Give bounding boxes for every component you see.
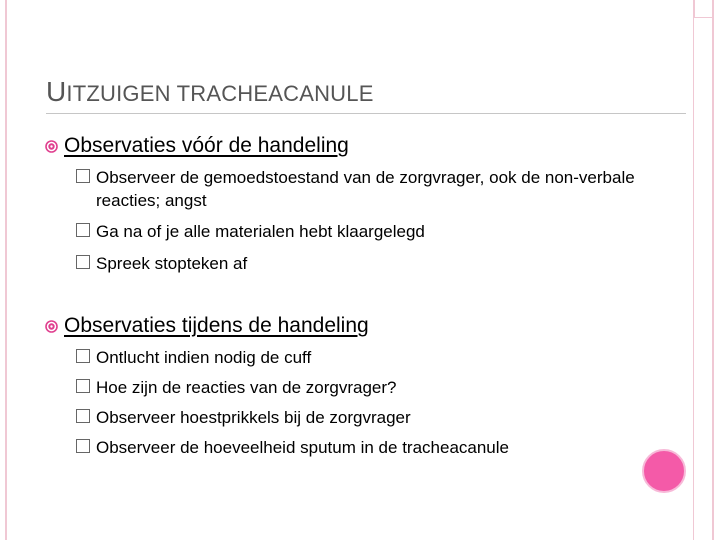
list-item: [76, 406, 636, 429]
pink-circle-decoration: [642, 449, 686, 493]
list-item: [76, 252, 636, 275]
empty-square-bullet-icon: [76, 439, 90, 453]
right-frame-line: [712, 0, 714, 540]
list-item: [76, 220, 636, 243]
slide-title-rest: ITZUIGEN TRACHEACANULE: [66, 81, 374, 106]
pink-circle-bullet-icon: [43, 138, 60, 155]
list-item: [76, 346, 636, 369]
empty-square-bullet-icon: [76, 379, 90, 393]
right-frame-line-inner: [693, 0, 694, 540]
list-item-text: Ga na of je alle materialen hebt klaargelegd: [96, 222, 425, 241]
section-heading-text: Observaties vóór de handeling: [64, 134, 349, 157]
pink-circle-bullet-icon: [43, 318, 60, 335]
list-item: [76, 166, 636, 212]
list-item-text: Observeer hoestprikkels bij de zorgvrager: [96, 408, 411, 427]
corner-decoration: [694, 0, 712, 18]
list-item-text: Observeer de hoeveelheid sputum in de tracheacanule: [96, 438, 509, 457]
left-frame-line: [5, 0, 7, 540]
empty-square-bullet-icon: [76, 169, 90, 183]
list-item-text: Hoe zijn de reacties van de zorgvrager?: [96, 378, 397, 397]
section-heading-text: Observaties tijdens de handeling: [64, 314, 369, 337]
list-item: [76, 436, 636, 459]
empty-square-bullet-icon: [76, 409, 90, 423]
section-heading-2: [43, 313, 369, 339]
list-item-text: Ontlucht indien nodig de cuff: [96, 348, 312, 367]
empty-square-bullet-icon: [76, 223, 90, 237]
slide-title: [46, 76, 374, 108]
list-item-text: Observeer de gemoedstoestand van de zorgvrager, ook de non-verbale reacties; angst: [96, 168, 635, 210]
empty-square-bullet-icon: [76, 255, 90, 269]
list-item-text: Spreek stopteken af: [96, 254, 248, 273]
title-divider: [46, 113, 686, 114]
list-item: [76, 376, 636, 399]
section-heading-1: [43, 133, 349, 159]
empty-square-bullet-icon: [76, 349, 90, 363]
slide-title-initial: U: [46, 76, 67, 107]
